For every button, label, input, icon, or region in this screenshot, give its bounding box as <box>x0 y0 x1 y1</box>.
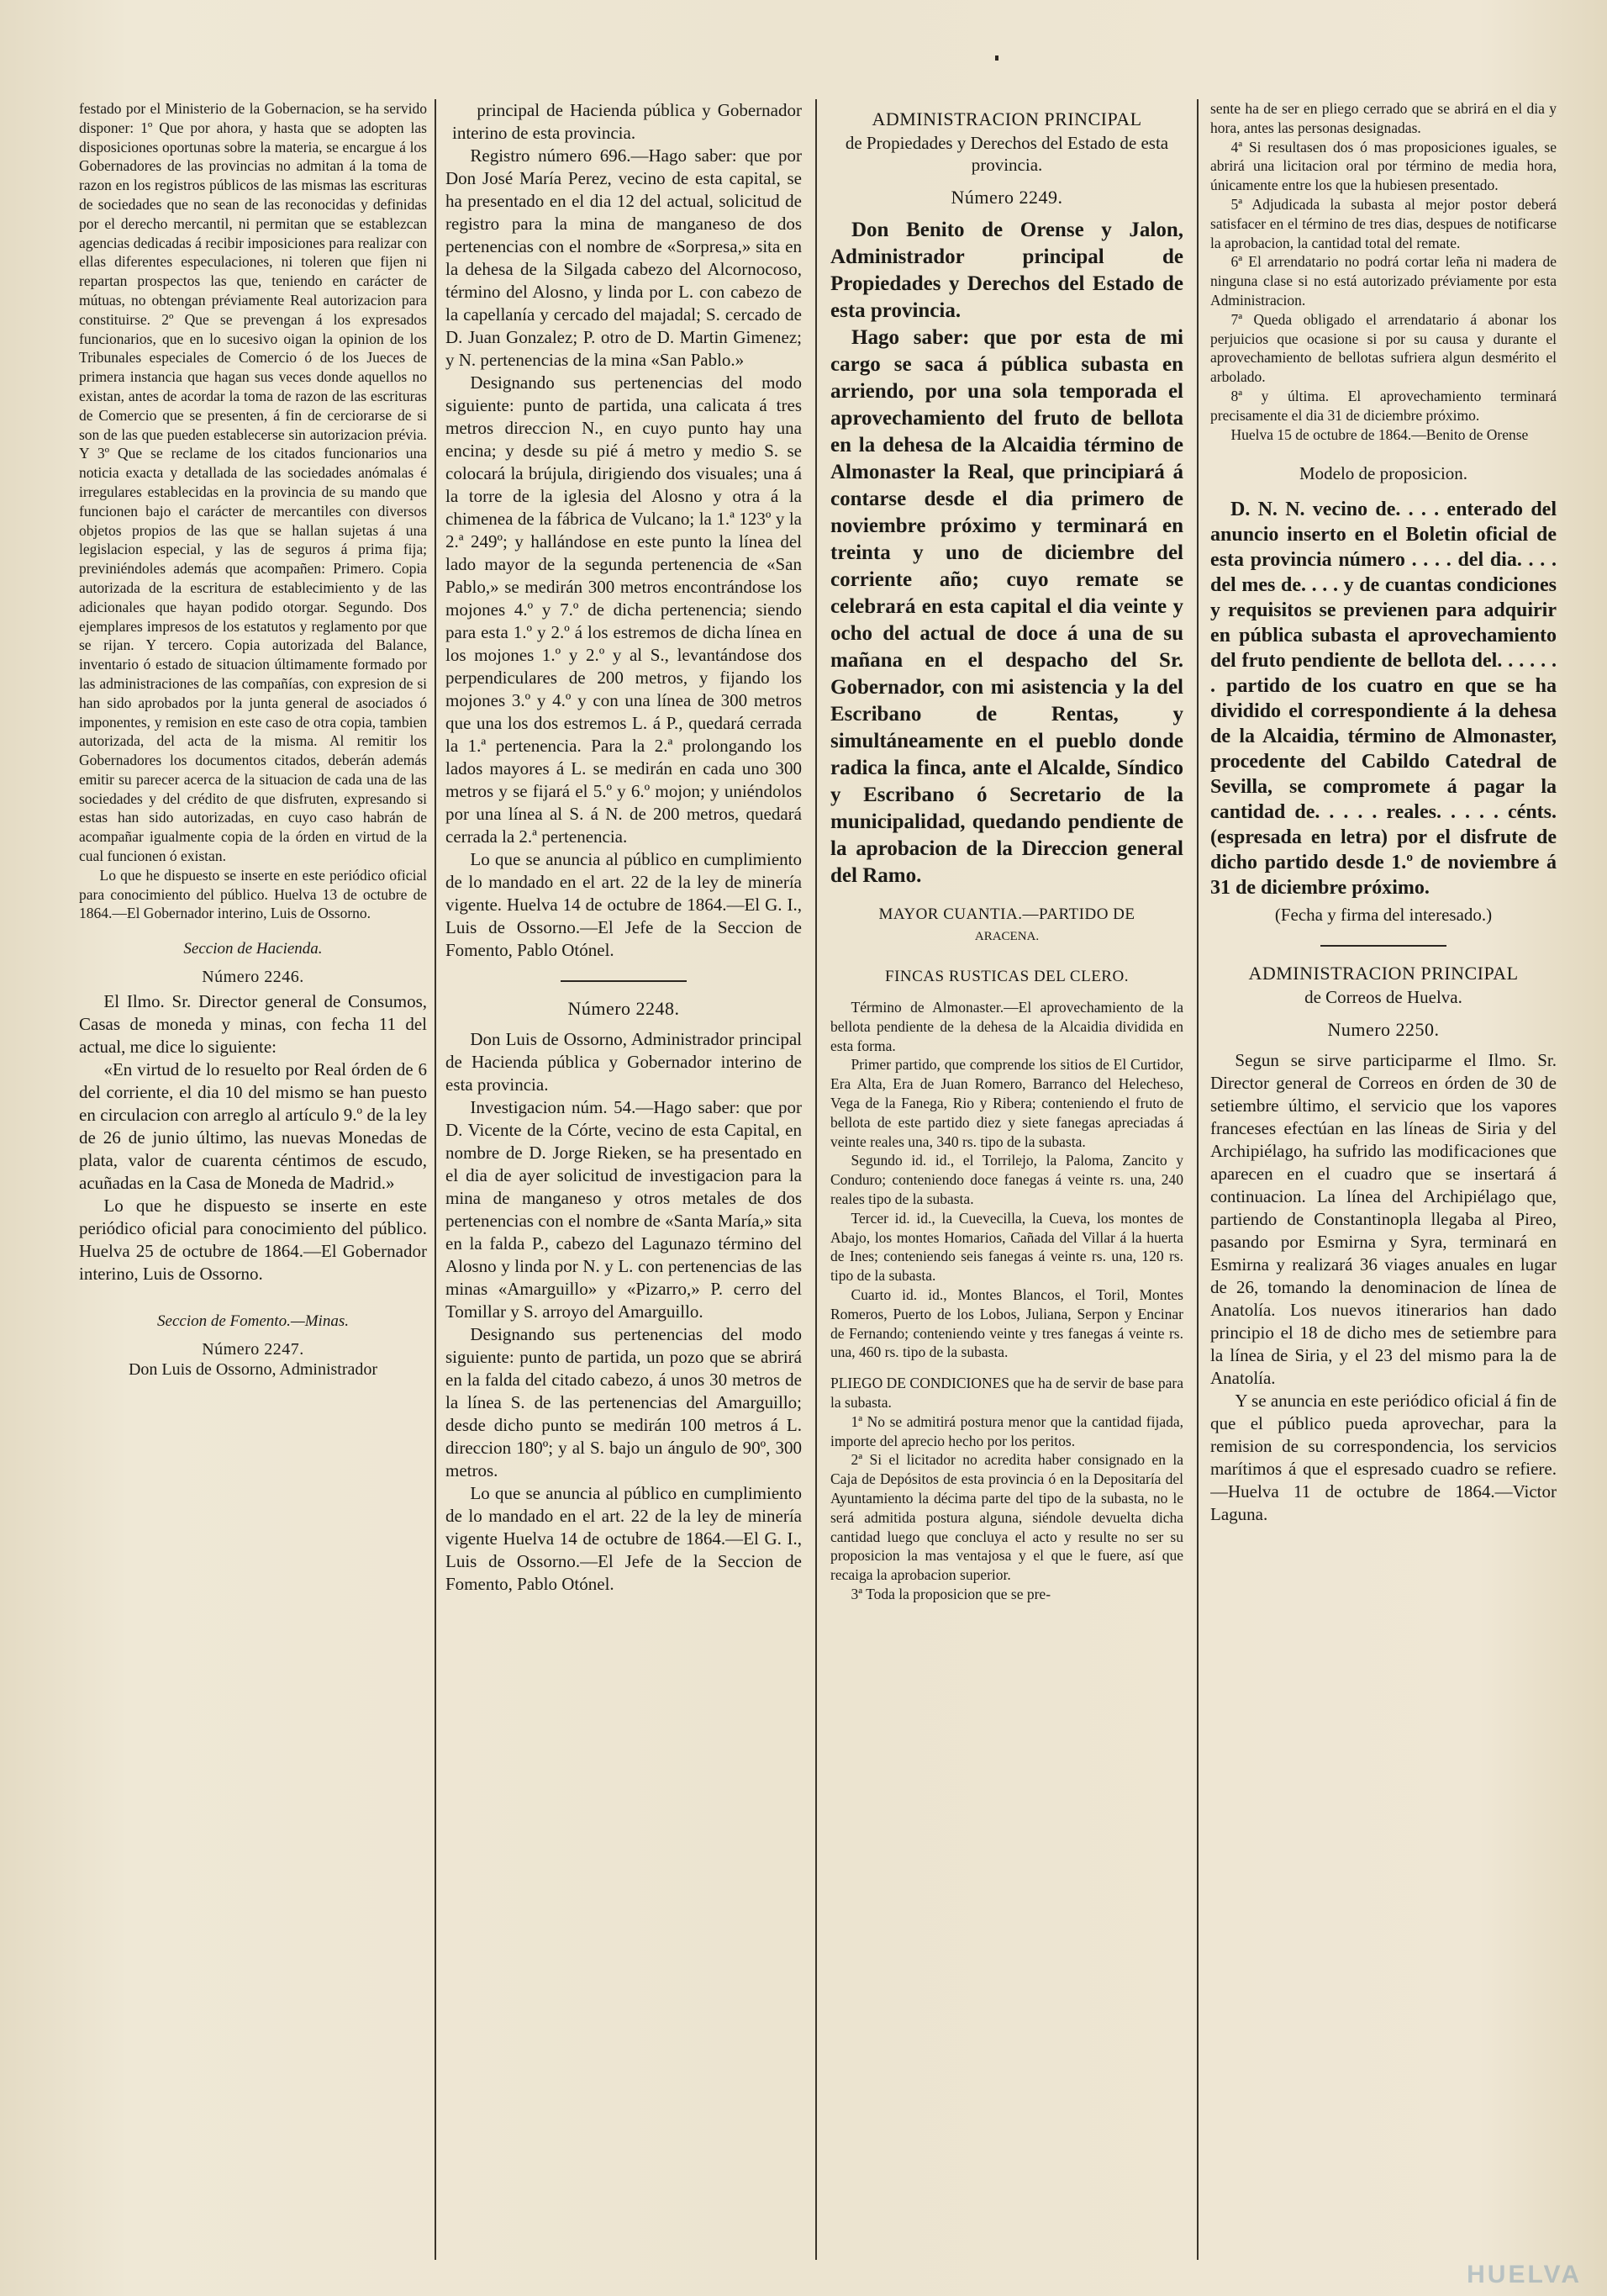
section-fomento-title: Seccion de Fomento.—Minas. <box>157 1312 349 1330</box>
finca-intro: Término de Almonaster.—El aprovechamiento de la bellota pendiente de la dehesa de la Alcaidia dividida en esta forma. <box>830 999 1183 1054</box>
investigacion-54-text: Investigacion núm. 54.—Hago saber: que por D. Vicente de la Córte, vecino de esta Capital, en nombre de D. Jorge Rieken, se ha presentado en el dia de ayer solicitud de investigacion para la mina de manganeso y otros metales de dos pertenencias con el nombre de «Santa María,» sita en la falda P., cabezo del Lagunazo término del Alosno y linda por N. y L. con pertenencias de las minas «Amarguillo» y «Pizarro,» P. cerro del Tomillar y S. arroyo del Amarguillo. <box>445 1097 802 1322</box>
print-mark <box>995 55 998 61</box>
number-2249: Número 2249. <box>951 187 1063 208</box>
number-2247: Número 2247. <box>202 1339 304 1359</box>
finca-partido-1: Primer partido, que comprende los sitios de El Curtidor, Era Alta, Era de Juan Romero, Barranco del Helecheso, Vega de la Fanega, Rio y Ribera; conteniendo el fruto de bellota de este partido diez y siete fanegas apreciadas á veinte reales una, 340 rs. tipo de la subasta. <box>830 1056 1183 1150</box>
ministerio-closing: Lo que he dispuesto se inserte en este periódico oficial para conocimiento del público. Huelva 13 de octubre de 1864.—El Gobernador interino, Luis de Ossorno. <box>79 866 427 922</box>
number-2246: Número 2246. <box>202 968 304 987</box>
director-intro: El Ilmo. Sr. Director general de Consumos, Casas de moneda y minas, con fecha 11 del actual, me dice lo siguiente: <box>79 990 427 1057</box>
column-rule-2 <box>815 99 817 2260</box>
number-2250: Numero 2250. <box>1327 1019 1440 1041</box>
column-1 <box>79 99 427 2268</box>
condicion-2: 2ª Si el licitador no acredita haber consignado en la Caja de Depósitos de esta provincia ó en la Depositaría del Ayuntamiento la décima parte del tipo de la subasta, no le será admitida postura alguna, siéndole devuelta dicha cantidad luego que concluya el acto y resulte no ser su proposicion la mas ventajosa y el que le fuere, así que recaiga la aprobacion superior. <box>830 1451 1183 1584</box>
pliego-heading: PLIEGO DE CONDICIONES que ha de servir de base para la subasta. <box>830 1375 1183 1411</box>
registro-696-text: Registro número 696.—Hago saber: que por Don José María Perez, vecino de esta capital, se ha presentado en el dia 12 del actual, solicitud de registro para la mina de manganeso de dos pertenencias con el nombre de «Sorpresa,» sita en la dehesa de la Silgada cabezo del Alcornocoso, término del Alosno, y linda por L. con cabezo de la capellanía y cercado del majadal; S. cercado de D. Juan Gonzalez; P. otro de D. Martin Gimenez; y N. pertenencias de la mina «San Pablo.» <box>445 145 802 370</box>
ossorno-heading: Don Luis de Ossorno, Administrador <box>128 1360 378 1380</box>
condicion-7: 7ª Queda obligado el arrendatario á abonar los perjuicios que ocasione si por su causa y durante el aprovechamiento de bellotas sufriera algun desmérito el arbolado. <box>1210 310 1557 386</box>
correos-subheading: de Correos de Huelva. <box>1304 987 1462 1008</box>
column-3 <box>830 99 1183 2268</box>
column-4 <box>1210 99 1557 2268</box>
condicion-8: 8ª y última. El aprovechamiento terminará precisamente el dia 31 de diciembre próximo. <box>1210 387 1557 424</box>
number-2248: Número 2248. <box>567 998 680 1019</box>
registro-696-designation: Designando sus pertenencias del modo siguiente: punto de partida, una calicata á tres metros direccion N., en cuyo punto hay una encina; y desde su pié á metro y medio S. se colocará la brújula, dirigiendo dos visuales; una á la torre de la iglesia del Alosno y otra á la chimenea de la fábrica de Vulcano; la 1.ª 123º y la 2.ª 249º; y hallándose en este punto la línea del lado mayor de la segunda pertenencia de «San Pablo,» se medirán 300 metros encontrándose los mojones 4.º y 7.º de dicha pertenencia; siendo para esta 1.º y 2.º á los estremos de dicha línea en los mojones 1.º y 2.º y al S., levantándose dos perpendiculares de 200 metros, y fijando los mojones 3.º y 4.º y con una línea de 300 metros que una los dos estremos L. á P., quedará cerrada la 1.ª pertenencia. Para la 2.ª prolongando los lados mayores á L. se medirán en cada uno 300 metros y se fijará el 5.º y 6.º mojon; y uniéndolos por una línea al S. á N. de 200 metros, quedará cerrada la 2.ª pertenencia. <box>445 372 802 847</box>
administracion-heading: ADMINISTRACION PRINCIPAL <box>872 108 1142 129</box>
administracion-subheading: de Propiedades y Derechos del Estado de esta provincia. <box>845 133 1169 175</box>
finca-partido-4: Cuarto id. id., Montes Blancos, el Toril, Montes Romeros, Puerto de los Lobos, Juliana, Serpon y Encinar de Fernando; conteniendo veinte y tres fanegas á veinte rs. una, 460 rs. tipo de la subasta. <box>830 1285 1183 1361</box>
condicion-3-cont: sente ha de ser en pliego cerrado que se abrirá en el dia y hora, antes las personas designadas. <box>1210 100 1557 136</box>
finca-partido-2: Segundo id. id., el Torrilejo, la Paloma, Zancito y Conduro; conteniendo doce fanegas á veinte rs. una, 240 reales tipo de la subasta. <box>830 1152 1183 1207</box>
monedas-text: «En virtud de lo resuelto por Real órden de 6 del corriente, el dia 10 del mismo se han puesto en circulacion con arreglo al artículo 9.º de la ley de 26 de junio último, las nuevas Monedas de plata, valor de cuarenta céntimos de escudo, acuñadas en la Casa de Moneda de Madrid.» <box>79 1058 427 1193</box>
condicion-6: 6ª El arrendatario no podrá cortar leña ni madera de ninguna clase si no está autorizado préviamente por esta Administracion. <box>1210 253 1557 309</box>
condicion-3: 3ª Toda la proposicion que se pre- <box>851 1585 1051 1602</box>
registro-696-closing: Lo que se anuncia al público en cumplimiento de lo mandado en el art. 22 de la ley de minería vigente. Huelva 14 de octubre de 1864.—El G. I., Luis de Ossorno.—El Jefe de la Seccion de Fomento, Pablo Otónel. <box>445 849 802 960</box>
mayor-cuantia-heading: MAYOR CUANTIA.—PARTIDO DE <box>878 905 1135 923</box>
condiciones-firma: Huelva 15 de octubre de 1864.—Benito de Orense <box>1230 425 1529 443</box>
column-2 <box>445 99 802 2268</box>
condicion-4: 4ª Si resultasen dos ó mas proposiciones iguales, se abrirá una licitacion oral por término de media hora, únicamente entre los que la hubiesen presentado. <box>1210 138 1557 194</box>
column-rule-1 <box>435 99 436 2260</box>
fecha-firma: (Fecha y firma del interesado.) <box>1274 905 1493 926</box>
correos-closing: Y se anuncia en este periódico oficial á fin de que el público pueda aprovechar, para la remision de su correspondencia, los servicios marítimos á que el espresado cuadro se refiere.—Huelva 11 de octubre de 1864.—Victor Laguna. <box>1210 1391 1557 1525</box>
section-hacienda-title: Seccion de Hacienda. <box>183 940 323 958</box>
condicion-1: 1ª No se admitirá postura menor que la cantidad fijada, importe del aprecio hecho por los peritos. <box>830 1412 1183 1449</box>
modelo-proposicion: D. N. N. vecino de. . . . enterado del anuncio inserto en el Boletin oficial de esta provincia número . . . . del dia. . . . del mes de. . . . y de cuantas condiciones y requisitos se previenen para adquirir en pública subasta el aprovechamiento del fruto pendiente de bellota del. . . . . . . partido de los cuatro en que se ha dividido el correspondiente á la dehesa de la Alcaidia, término de Almonaster, procedente del Cabildo Catedral de Sevilla, se compromete á pagar la cantidad de. . . . . reales. . . . . cénts. (espresada en letra) por el disfrute de dicho partido desde 1.º de noviembre á 31 de diciembre próximo. <box>1210 499 1557 900</box>
separator <box>1320 945 1446 947</box>
correos-heading: ADMINISTRACION PRINCIPAL <box>1248 963 1519 984</box>
monedas-closing: Lo que he dispuesto se inserte en este periódico oficial para conocimiento del público. Huelva 25 de octubre de 1864.—El Gobernador interino, Luis de Ossorno. <box>79 1195 427 1284</box>
subasta-announcement: Hago saber: que por esta de mi cargo se saca á pública subasta en arriendo, por una sola temporada el aprovechamiento del fruto de bellota en la dehesa de la Alcaidia término de Almonaster la Real, que principiará á contarse desde el dia primero de noviembre próximo y terminará en treinta y uno de diciembre del corriente año; cuyo remate se celebrará en esta capital el dia veinte y ocho del actual de doce á una de su mañana en el despacho del Sr. Gobernador, con mi asistencia y la del Escribano de Rentas, y simultáneamente en el pueblo donde radica la finca, ante el Alcalde, Síndico y Escribano ó Secretario de la municipalidad, quedando pendiente de la aprobacion de la Direccion general del Ramo. <box>830 326 1183 887</box>
huelva-watermark: HUELVA <box>1467 2261 1582 2288</box>
column-rule-3 <box>1197 99 1199 2260</box>
investigacion-54-closing: Lo que se anuncia al público en cumplimiento de lo mandado en el art. 22 de la ley de minería vigente Huelva 14 de octubre de 1864.—El G. I., Luis de Ossorno.—El Jefe de la Seccion de Fomento, Pablo Otónel. <box>445 1483 802 1594</box>
ossorno-title: principal de Hacienda pública y Gobernador interino de esta provincia. <box>452 100 802 143</box>
investigacion-54-designation: Designando sus pertenencias del modo siguiente: punto de partida, un pozo que se abrirá en la falda del citado cabezo, á unos 30 metros de la línea S. de las pertenencias del Amarguillo; desde dicho punto se medirán 100 metros á L. direccion 180º; y al S. bajo un ángulo de 90º, 300 metros. <box>445 1324 802 1481</box>
aracena-heading: ARACENA. <box>974 930 1040 943</box>
ossorno-heading-2248: Don Luis de Ossorno, Administrador principal de Hacienda pública y Gobernador interino de esta provincia. <box>445 1029 802 1095</box>
ministerio-text: festado por el Ministerio de la Gobernacion, se ha servido disponer: 1º Que por ahora, y hasta que se adopten las disposiciones oportunas sobre la materia, se encargue á los Gobernadores de las provincias no admitan á la toma de razon en los registros públicos de las mismas las escrituras de sociedades que no sean de las reconocidas y definidas por el derecho mercantil, ni permitan que se establezcan agencias dedicadas á recibir imposiciones para realizar con ellas diferentes especulaciones, ni toleren que fijen ni repartan prospectos las que, teniendo en carácter de mútuas, no obtengan préviamente Real autorizacion para constituirse. 2º Que se prevengan á los expresados funcionarios, que en lo sucesivo oigan la opinion de los Tribunales especiales de Comercio ó de los Jueces de primera instancia que hagan sus veces donde aquellos no existan, antes de acordar la toma de razon de las escrituras de Comercio que se presenten, á fin de cerciorarse de si son de las que pueden establecerse sin autorizacion prévia. Y 3º Que se reclame de los citados funcionarios una noticia exacta y detallada de las sociedades anómalas é irregulares establecidas en la provincia de su mando que funcionen bajo el carácter de mercantiles con diversos objetos propios de las que se hallan sujetas á una legislacion especial, y las de seguros á prima fija; previniéndoles además que acompañen: Primero. Copia autorizada de la escritura de establecimiento y de las adicionales que hayan podido otorgar. Segundo. Dos ejemplares impresos de los estatutos y reglamento por que se rijan. Y tercero. Copia autorizada del Balance, inventario ó estado de situacion últimamente formado por las administraciones de las compañías, con expresion de si han sido aprobados por la junta general de asociados ó imponentes, y remision en este caso de otra copia, tambien autorizada, del acta de la misma. Al remitir los Gobernadores los documentos citados, deberán además emitir su parecer acerca de la situacion de cada una de las sociedades y del crédito de que disfruten, expresando si estas han sido autorizadas, en cuyo caso habrán de acompañar igualmente copia de la órden en virtud de la cual funcionen ó existan. <box>79 100 427 865</box>
finca-partido-3: Tercer id. id., la Cuevecilla, la Cueva, los montes de Abajo, los montes Homarios, Cañada del Villar á la huerta de Ines; conteniendo seis fanegas á veinte rs. una, 120 rs. tipo de la subasta. <box>830 1209 1183 1285</box>
fincas-heading: FINCAS RUSTICAS DEL CLERO. <box>885 968 1129 985</box>
correos-text: Segun se sirve participarme el Ilmo. Sr. Director general de Correos en órden de 30 de setiembre último, el servicio que los vapores franceses efectúan en las líneas de Siria y del Archipiélago, ha sufrido las modificaciones que aparecen en el cuadro que se insertará á continuacion. La línea del Archipiélago que, partiendo de Constantinopla llegaba al Pireo, pasando por Esmirna y Syra, terminará en Esmirna y realizará 36 viages anuales en lugar de 26, tomando la denominacion de línea de Anatolía. Los nuevos itinerarios han dado principio el 18 de dicho mes de setiembre para la línea de Siria, y el 23 del mismo para la de Anatolía. <box>1210 1050 1557 1389</box>
benito-heading: Don Benito de Orense y Jalon, Administrador principal de Propiedades y Derechos del Estado de esta provincia. <box>830 219 1183 322</box>
condicion-5: 5ª Adjudicada la subasta al mejor postor deberá satisfacer en el término de tres dias, despues de notificarse la aprobacion, la cantidad total del remate. <box>1210 195 1557 251</box>
modelo-heading: Modelo de proposicion. <box>1299 463 1468 484</box>
separator <box>561 980 687 982</box>
